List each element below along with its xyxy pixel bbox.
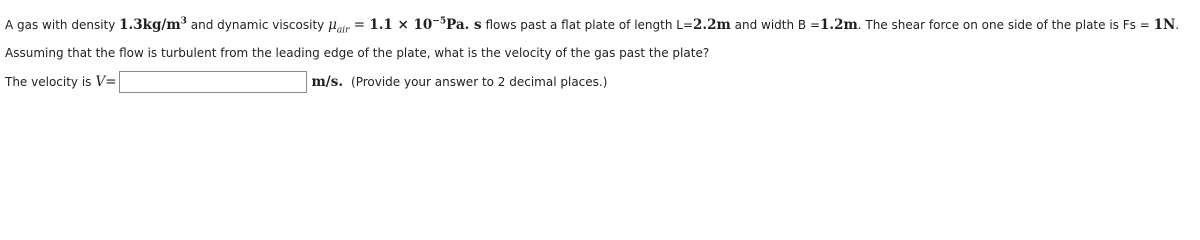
text-segment: and dynamic viscosity	[186, 18, 329, 32]
length-value: 2.2m	[693, 17, 731, 33]
viscosity-symbol	[328, 17, 350, 36]
text-segment: .	[1175, 18, 1180, 32]
width-value: 1.2m	[820, 17, 858, 33]
force-value: 1N	[1153, 17, 1176, 33]
precision-hint: (Provide your answer to 2 decimal places.)	[351, 75, 608, 89]
question-line-2: Assuming that the flow is turbulent from the leading edge of the plate, what is the velocity of the gas past the plate?	[5, 46, 710, 60]
equals-sign: =	[105, 74, 117, 90]
question-line-1	[5, 14, 1194, 36]
viscosity-value	[369, 17, 481, 33]
viscosity-unit: Pa. s	[446, 17, 482, 33]
density-value	[119, 17, 187, 33]
text-segment: . The shear force on one side of the plate is Fs =	[857, 18, 1154, 32]
velocity-variable: V	[95, 74, 106, 90]
density-base: 1.3kg/m	[119, 17, 181, 33]
text-segment: A gas with density	[5, 18, 120, 32]
answer-prefix: The velocity is	[5, 75, 92, 89]
density-exponent: 3	[180, 16, 187, 27]
velocity-unit: m/s.	[311, 74, 344, 90]
mu-symbol: μ	[328, 17, 337, 33]
text-segment: flows past a flat plate of length L=	[481, 18, 694, 32]
question-block	[0, 0, 1200, 93]
viscosity-mantissa: 1.1 × 10	[369, 17, 433, 33]
velocity-answer-input[interactable]	[119, 71, 307, 93]
text-segment: and width B =	[730, 18, 820, 32]
answer-line	[5, 71, 1194, 93]
viscosity-exponent: −5	[432, 16, 447, 27]
mu-subscript: air	[336, 25, 350, 36]
equals-sign: =	[349, 17, 370, 33]
